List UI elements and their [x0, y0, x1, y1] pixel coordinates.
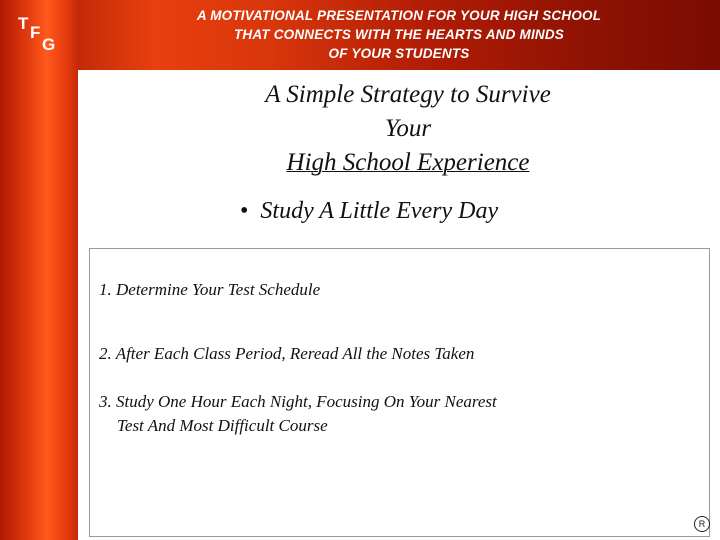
slide-title-underlined: High School Experience: [286, 149, 530, 176]
slide-title-line: Your: [384, 115, 432, 142]
header-title-line: OF YOUR STUDENTS: [328, 46, 470, 61]
header-title-line: A MOTIVATIONAL PRESENTATION FOR YOUR HIGH SCHOOL: [196, 8, 602, 23]
slide-title: [78, 78, 720, 180]
left-sidebar-band: [0, 0, 78, 540]
bullet-text: Study A Little Every Day: [260, 198, 499, 224]
steps-box: [89, 248, 710, 537]
logo-letter-f: F: [30, 23, 41, 42]
logo-letter-t: T: [18, 14, 29, 33]
tfg-logo: [14, 12, 74, 60]
step-text: 1. Determine Your Test Schedule: [99, 280, 321, 299]
registered-mark-icon: R: [694, 516, 710, 532]
logo-letter-g: G: [42, 35, 56, 54]
header-banner: [78, 0, 720, 70]
header-title: [78, 6, 720, 63]
header-title-line: THAT CONNECTS WITH THE HEARTS AND MINDS: [233, 27, 565, 42]
bullet-point: [240, 198, 498, 225]
step-text: 3. Study One Hour Each Night, Focusing On Your Nearest: [99, 392, 497, 411]
step-text-continuation: Test And Most Difficult Course: [117, 416, 328, 435]
slide-title-line: A Simple Strategy to Survive: [265, 81, 551, 108]
step-item: [99, 342, 474, 366]
bullet-dot-icon: •: [240, 198, 249, 224]
step-text: 2. After Each Class Period, Reread All the Notes Taken: [99, 344, 475, 363]
step-item: [99, 390, 497, 438]
step-item: [99, 278, 320, 302]
